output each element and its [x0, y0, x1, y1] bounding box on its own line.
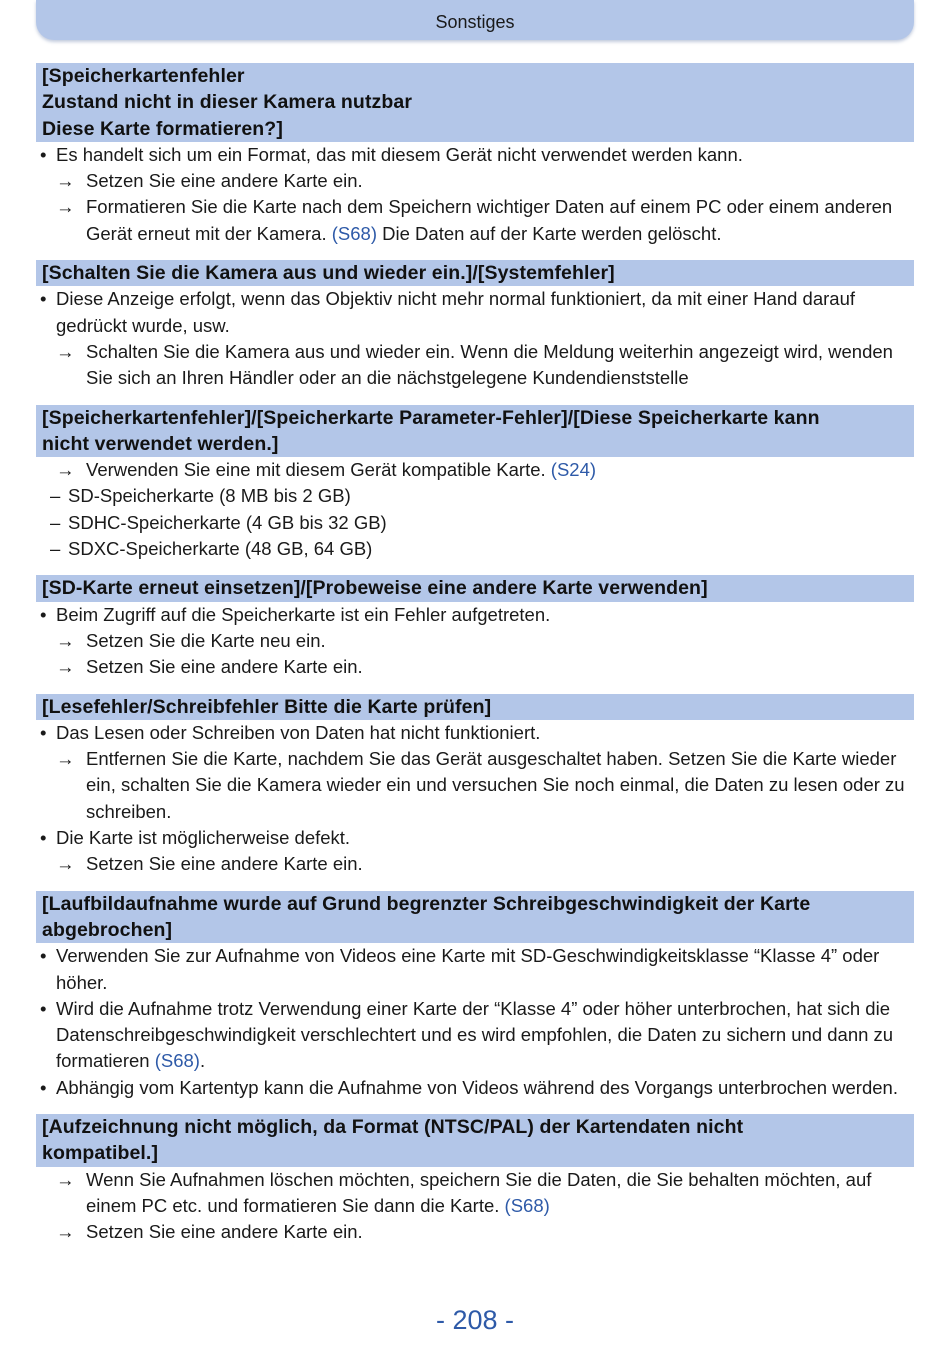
arrow-right-icon: →	[56, 629, 75, 651]
section-body	[36, 720, 914, 878]
item-text: Diese Anzeige erfolgt, wenn das Objektiv nicht mehr normal funktioniert, da mit einer Hand darauf gedrückt wurde, usw.	[56, 288, 855, 336]
bullet-item	[40, 825, 914, 851]
section-title-line: [Speicherkartenfehler	[42, 65, 245, 87]
header-tab	[36, 0, 914, 40]
section-body	[36, 943, 914, 1101]
section-title-line: [Lesefehler/Schreibfehler Bitte die Karte prüfen]	[42, 695, 492, 718]
item-text: Schalten Sie die Kamera aus und wieder ein. Wenn die Meldung weiterhin angezeigt wird, wenden Sie sich an Ihren Händler oder an die nächstgelegene Kundendienststelle	[86, 340, 893, 389]
section-title	[36, 1114, 914, 1167]
item-text: Verwenden Sie zur Aufnahme von Videos eine Karte mit SD-Geschwindigkeitsklasse “Klasse 4” oder höher.	[56, 945, 880, 993]
bullet-item	[40, 1075, 914, 1101]
section-title	[36, 575, 914, 601]
arrow-item	[36, 457, 914, 483]
dash-item	[36, 510, 914, 536]
section-title-line: [Aufzeichnung nicht möglich, da Format (NTSC/PAL) der Kartendaten nicht	[42, 1115, 744, 1138]
item-text: Setzen Sie eine andere Karte ein.	[86, 170, 363, 192]
item-text: Wird die Aufnahme trotz Verwendung einer Karte der “Klasse 4” oder höher unterbrochen, hat sich die Datenschreibgeschwindigkeit verschlechtert und es wird empfohlen, die Daten zu sichern und dann zu formatieren	[56, 997, 894, 1072]
item-text: Wenn Sie Aufnahmen löschen möchten, speichern Sie die Daten, die Sie behalten möchten, auf einem PC etc. und formatieren Sie dann die Karte.	[86, 1168, 872, 1216]
section	[36, 405, 914, 563]
page-reference-link[interactable]: (S24)	[550, 459, 597, 481]
bullet-item	[40, 943, 914, 996]
section	[36, 575, 914, 680]
item-text: Setzen Sie die Karte neu ein.	[86, 629, 326, 651]
section-title-line: abgebrochen]	[42, 918, 173, 941]
dash-icon: –	[50, 485, 61, 507]
arrow-item	[36, 1219, 914, 1245]
section-title-line: kompatibel.]	[42, 1142, 159, 1165]
section-title	[36, 891, 914, 944]
item-text: SDHC-Speicherkarte (4 GB bis 32 GB)	[68, 511, 387, 533]
section	[36, 694, 914, 878]
arrow-right-icon: →	[56, 1168, 75, 1190]
page-number: - 208 -	[435, 1305, 515, 1335]
arrow-right-icon: →	[56, 853, 75, 875]
section-title-line: Diese Karte formatieren?]	[42, 117, 283, 140]
section-title-line: [Laufbildaufnahme wurde auf Grund begrenzter Schreibgeschwindigkeit der Karte	[42, 892, 811, 915]
section-title	[36, 260, 914, 286]
item-text: Setzen Sie eine andere Karte ein.	[86, 656, 363, 678]
page-reference-link[interactable]: (S68)	[504, 1194, 550, 1216]
bullet-item	[40, 720, 914, 746]
arrow-item	[36, 1167, 914, 1220]
section-title-line: [Schalten Sie die Kamera aus und wieder ein.]/[Systemfehler]	[42, 262, 615, 285]
arrow-right-icon: →	[56, 170, 75, 192]
arrow-item	[36, 194, 914, 247]
section-title	[36, 694, 914, 720]
dash-item	[36, 536, 914, 562]
item-text: Beim Zugriff auf die Speicherkarte ist ein Fehler aufgetreten.	[56, 603, 551, 625]
arrow-right-icon: →	[56, 340, 75, 362]
section-title	[36, 405, 914, 458]
item-text: Setzen Sie eine andere Karte ein.	[86, 853, 363, 875]
section	[36, 63, 914, 247]
section-title-line: [Speicherkartenfehler]/[Speicherkarte Parameter-Fehler]/[Diese Speicherkarte kann	[42, 406, 820, 429]
arrow-item	[36, 168, 914, 194]
item-text: Abhängig vom Kartentyp kann die Aufnahme von Videos während des Vorgangs unterbrochen werden.	[56, 1076, 898, 1098]
page-reference-link[interactable]: (S68)	[331, 222, 377, 244]
item-text: Formatieren Sie die Karte nach dem Speichern wichtiger Daten auf einem PC oder einem anderen Gerät erneut mit der Kamera.	[86, 196, 893, 244]
item-text-after: Die Daten auf der Karte werden gelöscht.	[377, 222, 722, 244]
item-text: Es handelt sich um ein Format, das mit diesem Gerät nicht verwendet werden kann.	[56, 143, 743, 165]
arrow-right-icon: →	[56, 1221, 75, 1243]
arrow-right-icon: →	[56, 196, 75, 218]
section-body	[36, 142, 914, 247]
main-content	[36, 63, 914, 1258]
bullet-item	[40, 996, 914, 1075]
section-body	[36, 457, 914, 562]
section-title-line: Zustand nicht in dieser Kamera nutzbar	[42, 91, 413, 114]
section	[36, 1114, 914, 1245]
section	[36, 891, 914, 1101]
arrow-item	[36, 339, 914, 392]
arrow-item	[36, 851, 914, 877]
item-text: Setzen Sie eine andere Karte ein.	[86, 1221, 363, 1243]
item-text-after: .	[199, 1050, 206, 1072]
section-body	[36, 286, 914, 391]
item-text: Das Lesen oder Schreiben von Daten hat nicht funktioniert.	[56, 721, 541, 743]
bullet-item	[40, 602, 914, 628]
header-tab-label: Sonstiges	[435, 12, 515, 32]
page-reference-link[interactable]: (S68)	[154, 1050, 200, 1072]
arrow-item	[36, 746, 914, 825]
dash-icon: –	[50, 511, 61, 533]
item-text: SDXC-Speicherkarte (48 GB, 64 GB)	[68, 538, 373, 560]
arrow-right-icon: →	[56, 459, 75, 481]
section-body	[36, 1167, 914, 1246]
section-title-line: [SD-Karte erneut einsetzen]/[Probeweise eine andere Karte verwenden]	[42, 577, 708, 600]
item-text: SD-Speicherkarte (8 MB bis 2 GB)	[68, 485, 351, 507]
item-text: Entfernen Sie die Karte, nachdem Sie das Gerät ausgeschaltet haben. Setzen Sie die Karte wieder ein, schalten Sie die Kamera wieder ein und versuchen Sie noch einmal, die Daten zu lesen oder zu schreiben.	[86, 748, 905, 822]
arrow-item	[36, 654, 914, 680]
dash-icon: –	[50, 538, 61, 560]
item-text: Die Karte ist möglicherweise defekt.	[56, 827, 351, 849]
section-body	[36, 602, 914, 681]
bullet-item	[40, 286, 914, 339]
item-text: Verwenden Sie eine mit diesem Gerät kompatible Karte.	[86, 459, 546, 481]
arrow-right-icon: →	[56, 748, 75, 770]
arrow-item	[36, 628, 914, 654]
section	[36, 260, 914, 391]
dash-item	[36, 483, 914, 509]
section-title	[36, 63, 914, 142]
bullet-item	[40, 142, 914, 168]
section-title-line: nicht verwendet werden.]	[42, 432, 279, 455]
arrow-right-icon: →	[56, 656, 75, 678]
